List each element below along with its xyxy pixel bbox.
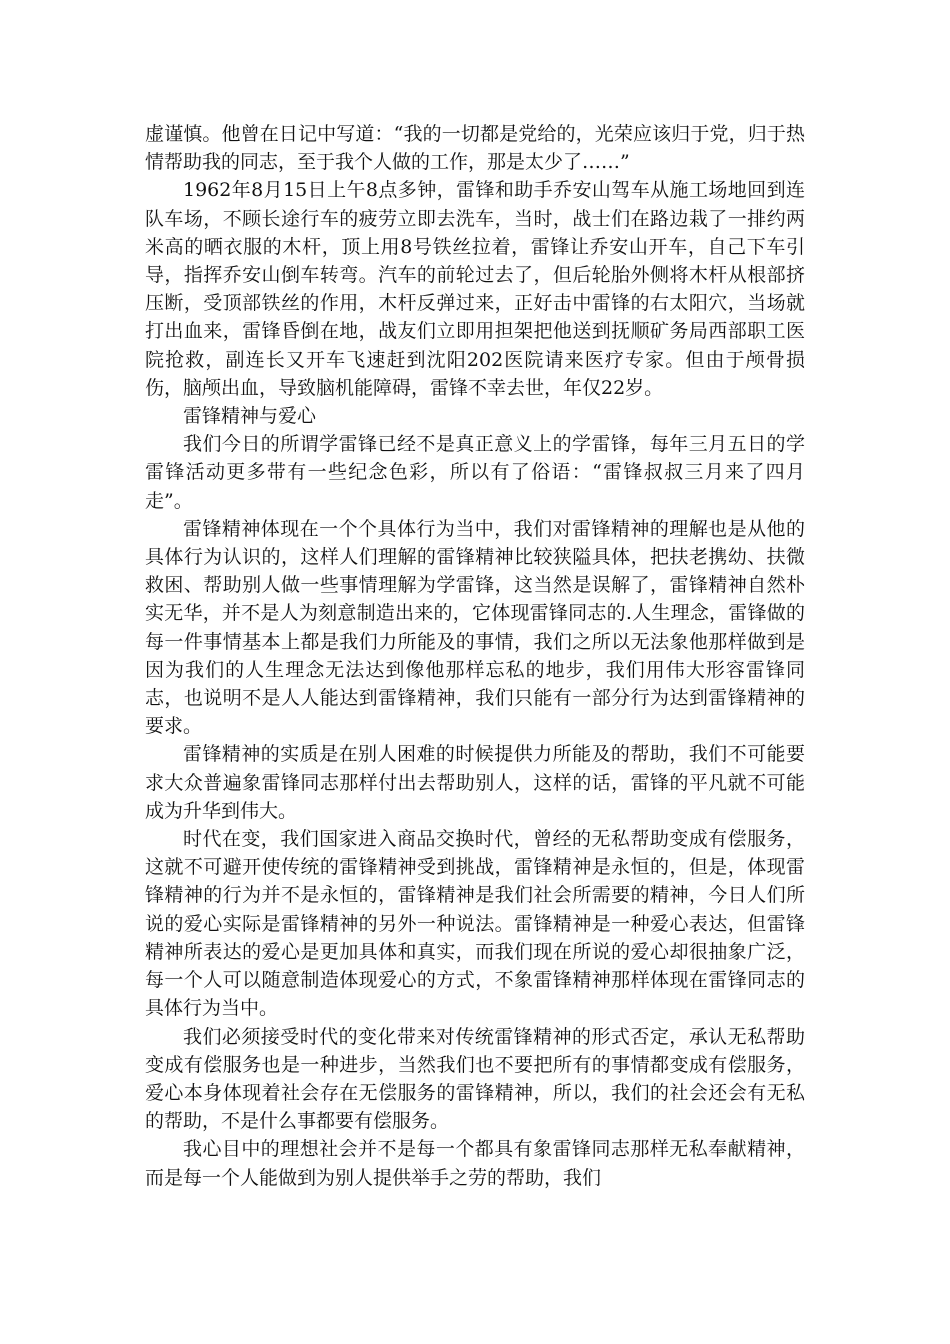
- section-heading: 雷锋精神与爱心: [183, 405, 317, 428]
- paragraph-today: 我们今日的所谓学雷锋已经不是真正意义上的学雷锋，每年三月五日的学雷锋活动更多带有一些纪念色彩，所以有了俗语：“雷锋叔叔三月来了四月走”。: [145, 433, 805, 512]
- document-page: [145, 120, 805, 1192]
- paragraph-ideal: 我心目中的理想社会并不是每一个都具有象雷锋同志那样无私奉献精神，而是每一个人能做到为别人提供举手之劳的帮助，我们: [145, 1138, 805, 1189]
- paragraph-times: 时代在变，我们国家进入商品交换时代，曾经的无私帮助变成有偿服务，这就不可避开使传统的雷锋精神受到挑战，雷锋精神是永恒的，但是，体现雷锋精神的行为并不是永恒的，雷锋精神是我们社会所需要的精神，今日人们所说的爱心实际是雷锋精神的另外一种说法。雷锋精神是一种爱心表达，但雷锋精神所表达的爱心是更加具体和真实，而我们现在所说的爱心却很抽象广泛，每一个人可以随意制造体现爱心的方式，不象雷锋精神那样体现在雷锋同志的具体行为当中。: [145, 828, 805, 1020]
- paragraph-understanding: 雷锋精神体现在一个个具体行为当中，我们对雷锋精神的理解也是从他的具体行为认识的，这样人们理解的雷锋精神比较狭隘具体，把扶老携幼、扶微救困、帮助别人做一些事情理解为学雷锋，这当然是误解了，雷锋精神自然朴实无华，并不是人为刻意制造出来的，它体现雷锋同志的.人生理念，雷锋做的每一件事情基本上都是我们力所能及的事情，我们之所以无法象他那样做到是因为我们的人生理念无法达到像他那样忘私的地步，我们用伟大形容雷锋同志，也说明不是人人能达到雷锋精神，我们只能有一部分行为达到雷锋精神的要求。: [145, 517, 805, 738]
- paragraph-accident: 1962年8月15日上午8点多钟，雷锋和助手乔安山驾车从施工场地回到连队车场，不顾长途行车的疲劳立即去洗车，当时，战士们在路边栽了一排约两米高的晒衣服的木杆，顶上用8号铁丝拉着，雷锋让乔安山开车，自己下车引导，指挥乔安山倒车转弯。汽车的前轮过去了，但后轮胎外侧将木杆从根部挤压断，受顶部铁丝的作用，木杆反弹过来，正好击中雷锋的右太阳穴，当场就打出血来，雷锋昏倒在地，战友们立即用担架把他送到抚顺矿务局西部职工医院抢救，副连长又开车飞速赶到沈阳202医院请来医疗专家。但由于颅骨损伤，脑颅出血，导致脑机能障碍，雷锋不幸去世，年仅22岁。: [145, 179, 805, 399]
- paragraph-continuation: 虚谨慎。他曾在日记中写道：“我的一切都是党给的，光荣应该归于党，归于热情帮助我的同志，至于我个人做的工作，那是太少了……”: [145, 123, 805, 174]
- paragraph-accept: 我们必须接受时代的变化带来对传统雷锋精神的形式否定，承认无私帮助变成有偿服务也是一种进步，当然我们也不要把所有的事情都变成有偿服务，爱心本身体现着社会存在无偿服务的雷锋精神，所以，我们的社会还会有无私的帮助，不是什么事都要有偿服务。: [145, 1025, 805, 1133]
- paragraph-essence: 雷锋精神的实质是在别人困难的时候提供力所能及的帮助，我们不可能要求大众普遍象雷锋同志那样付出去帮助别人，这样的话，雷锋的平凡就不可能成为升华到伟大。: [145, 743, 805, 822]
